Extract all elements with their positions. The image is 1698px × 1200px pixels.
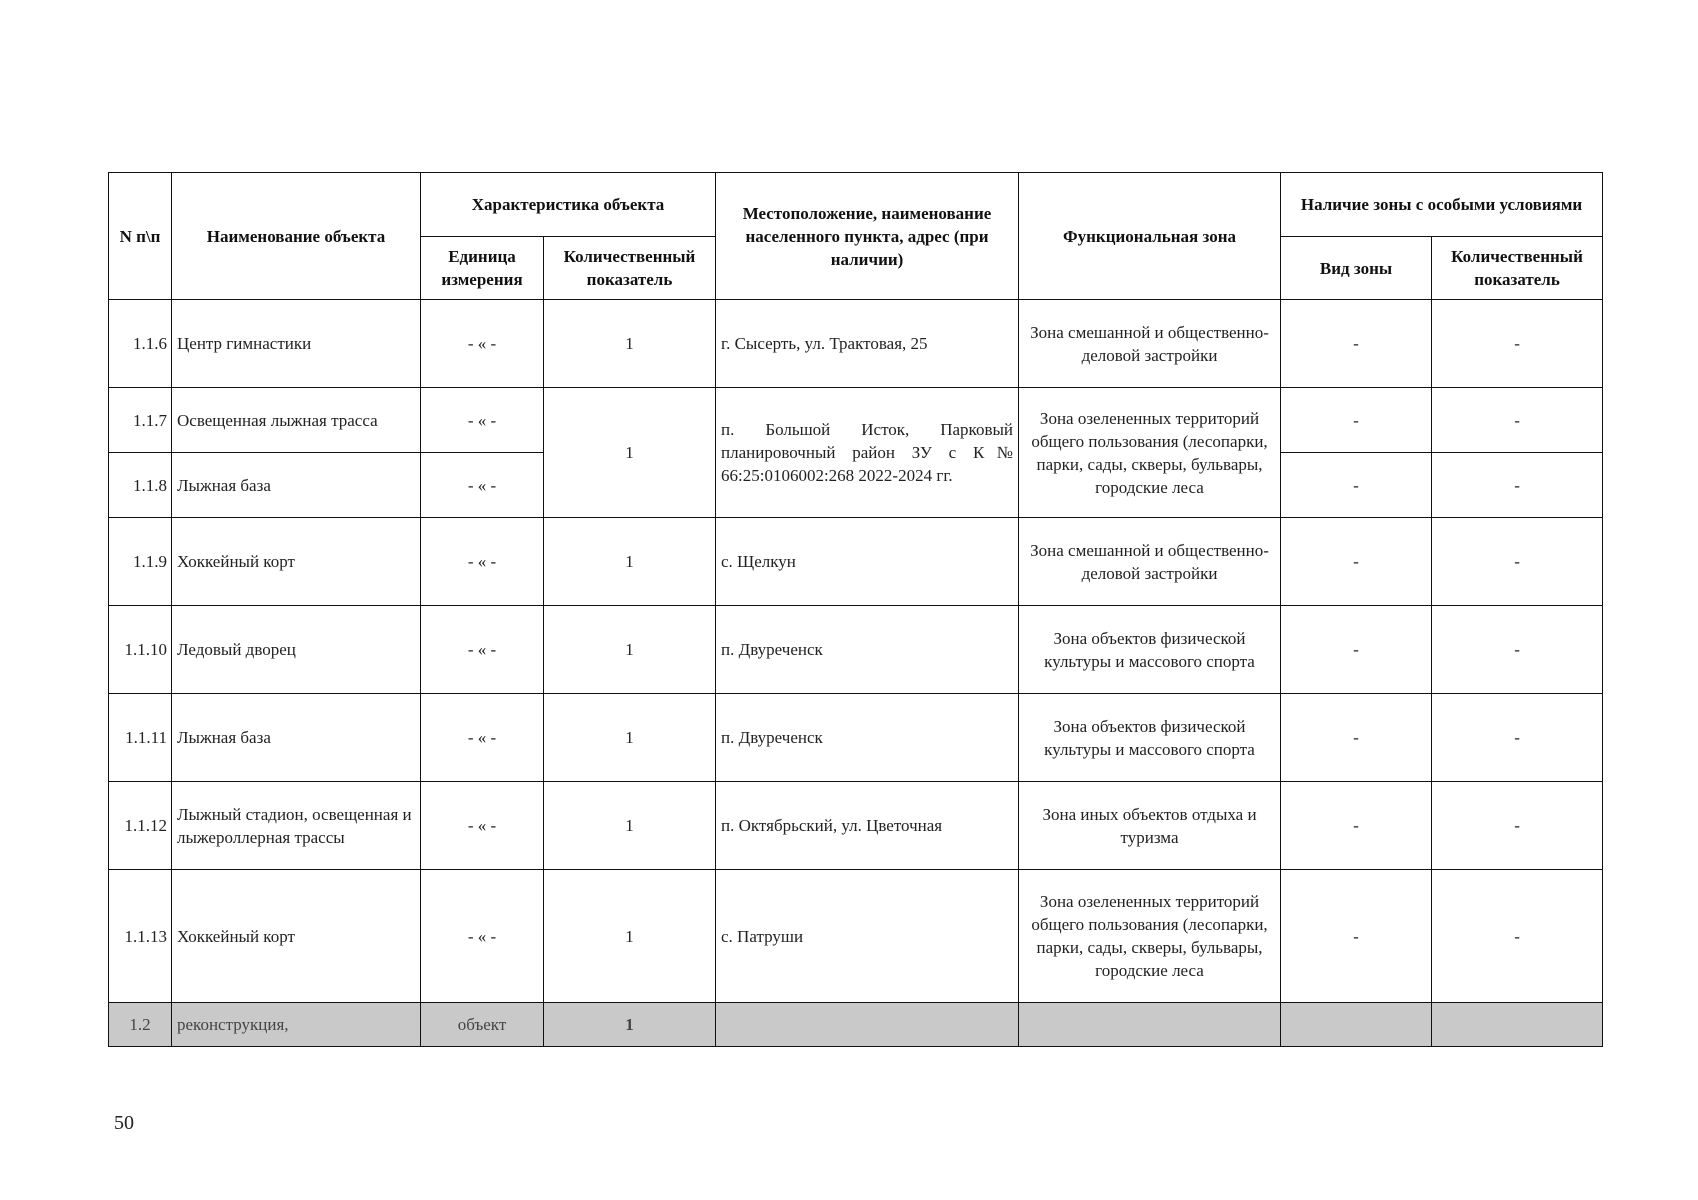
header-name: Наименование объекта — [172, 173, 421, 300]
header-zone: Функциональная зона — [1019, 173, 1281, 300]
row-unit: - « - — [421, 300, 544, 388]
objects-table — [108, 172, 1603, 1047]
row-num: 1.1.6 — [109, 300, 172, 388]
table-row — [109, 870, 1603, 1003]
row-zone: Зона озелененных территорий общего пользования (лесопарки, парки, сады, скверы, бульвары, городские леса — [1019, 870, 1281, 1003]
table-row — [109, 518, 1603, 606]
row-qty: 1 — [544, 1003, 716, 1047]
row-qty: 1 — [544, 870, 716, 1003]
row-unit: - « - — [421, 694, 544, 782]
row-zone: Зона иных объектов отдыха и туризма — [1019, 782, 1281, 870]
row-unit: - « - — [421, 606, 544, 694]
row-num: 1.2 — [109, 1003, 172, 1047]
header-row-1 — [109, 173, 1603, 237]
row-zone-type: - — [1281, 694, 1432, 782]
row-zone: Зона объектов физической культуры и массового спорта — [1019, 694, 1281, 782]
row-zone-qty: - — [1432, 453, 1603, 518]
row-unit: объект — [421, 1003, 544, 1047]
row-num: 1.1.9 — [109, 518, 172, 606]
row-qty: 1 — [544, 606, 716, 694]
row-location: с. Патруши — [716, 870, 1019, 1003]
row-name: Ледовый дворец — [172, 606, 421, 694]
header-zone-type: Вид зоны — [1281, 237, 1432, 300]
row-zone-type: - — [1281, 453, 1432, 518]
row-name: Лыжная база — [172, 694, 421, 782]
row-unit: - « - — [421, 782, 544, 870]
row-zone-type: - — [1281, 782, 1432, 870]
row-location — [716, 1003, 1019, 1047]
row-num: 1.1.11 — [109, 694, 172, 782]
row-name: Хоккейный корт — [172, 870, 421, 1003]
row-zone-qty: - — [1432, 694, 1603, 782]
header-zone-quantity: Количественный показатель — [1432, 237, 1603, 300]
row-num: 1.1.12 — [109, 782, 172, 870]
row-zone: Зона объектов физической культуры и массового спорта — [1019, 606, 1281, 694]
header-characteristic: Характеристика объекта — [421, 173, 716, 237]
row-zone — [1019, 1003, 1281, 1047]
row-zone-qty: - — [1432, 606, 1603, 694]
row-num: 1.1.7 — [109, 388, 172, 453]
table-row — [109, 1003, 1603, 1047]
row-zone-qty: - — [1432, 870, 1603, 1003]
table-row — [109, 694, 1603, 782]
row-unit: - « - — [421, 870, 544, 1003]
row-qty: 1 — [544, 300, 716, 388]
header-special-zone: Наличие зоны с особыми условиями — [1281, 173, 1603, 237]
row-zone: Зона озелененных территорий общего пользования (лесопарки, парки, сады, скверы, бульвары, городские леса — [1019, 388, 1281, 518]
row-zone-type: - — [1281, 300, 1432, 388]
row-location: с. Щелкун — [716, 518, 1019, 606]
table-row — [109, 388, 1603, 453]
row-location: п. Двуреченск — [716, 694, 1019, 782]
table-row — [109, 782, 1603, 870]
row-zone-qty: - — [1432, 518, 1603, 606]
row-unit: - « - — [421, 388, 544, 453]
table-row — [109, 300, 1603, 388]
row-location: п. Октябрьский, ул. Цветочная — [716, 782, 1019, 870]
row-unit: - « - — [421, 518, 544, 606]
table-row — [109, 606, 1603, 694]
row-zone-qty: - — [1432, 782, 1603, 870]
row-name: реконструкция, — [172, 1003, 421, 1047]
header-quantity: Количественный показатель — [544, 237, 716, 300]
row-location: п. Большой Исток, Парковый планировочный район ЗУ с К№ 66:25:0106002:268 2022-2024 гг. — [716, 388, 1019, 518]
row-name: Лыжный стадион, освещенная и лыжероллерная трассы — [172, 782, 421, 870]
header-num: N п\п — [109, 173, 172, 300]
row-location: п. Двуреченск — [716, 606, 1019, 694]
page-number: 50 — [114, 1112, 134, 1134]
header-location: Местоположение, наименование населенного пункта, адрес (при наличии) — [716, 173, 1019, 300]
row-zone: Зона смешанной и общественно-деловой застройки — [1019, 518, 1281, 606]
row-zone-type: - — [1281, 606, 1432, 694]
row-zone-type: - — [1281, 518, 1432, 606]
row-name: Лыжная база — [172, 453, 421, 518]
row-zone-qty: - — [1432, 388, 1603, 453]
row-zone-type — [1281, 1003, 1432, 1047]
row-num: 1.1.10 — [109, 606, 172, 694]
row-qty: 1 — [544, 518, 716, 606]
row-qty: 1 — [544, 694, 716, 782]
row-name: Центр гимнастики — [172, 300, 421, 388]
row-zone-qty: - — [1432, 300, 1603, 388]
row-qty: 1 — [544, 388, 716, 518]
row-zone-qty — [1432, 1003, 1603, 1047]
row-num: 1.1.13 — [109, 870, 172, 1003]
row-zone-type: - — [1281, 870, 1432, 1003]
row-unit: - « - — [421, 453, 544, 518]
row-location: г. Сысерть, ул. Трактовая, 25 — [716, 300, 1019, 388]
row-qty: 1 — [544, 782, 716, 870]
row-zone: Зона смешанной и общественно-деловой застройки — [1019, 300, 1281, 388]
row-num: 1.1.8 — [109, 453, 172, 518]
row-zone-type: - — [1281, 388, 1432, 453]
row-name: Хоккейный корт — [172, 518, 421, 606]
header-unit: Единица измерения — [421, 237, 544, 300]
row-name: Освещенная лыжная трасса — [172, 388, 421, 453]
